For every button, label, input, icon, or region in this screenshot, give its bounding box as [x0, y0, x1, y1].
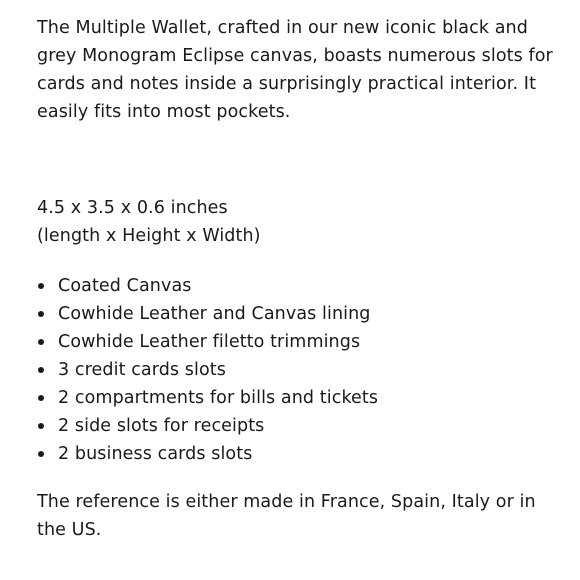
feature-text: 2 compartments for bills and tickets	[58, 388, 379, 408]
feature-text: Cowhide Leather and Canvas lining	[58, 304, 371, 324]
list-item	[37, 384, 378, 412]
product-description: The Multiple Wallet, crafted in our new iconic black and grey Monogram Eclipse canvas, boasts numerous slots for cards and notes inside a surprisingly practical interior. It easily fits into most pockets.	[37, 18, 553, 122]
list-item	[37, 356, 378, 384]
product-dimensions	[37, 194, 261, 250]
dimensions-size: 4.5 x 3.5 x 0.6 inches	[37, 198, 228, 218]
bullet-icon	[38, 451, 44, 457]
dimensions-axes: (length x Height x Width)	[37, 226, 261, 246]
feature-text: Cowhide Leather filetto trimmings	[58, 332, 361, 352]
bullet-icon	[38, 395, 44, 401]
feature-text: 3 credit cards slots	[58, 360, 226, 380]
list-item	[37, 328, 378, 356]
list-item	[37, 272, 378, 300]
product-details	[37, 14, 557, 540]
feature-text: 2 business cards slots	[58, 444, 253, 464]
list-item	[37, 300, 378, 328]
bullet-icon	[38, 339, 44, 345]
list-item	[37, 440, 378, 468]
bullet-icon	[38, 311, 44, 317]
bullet-icon	[38, 423, 44, 429]
bullet-icon	[38, 283, 44, 289]
feature-text: Coated Canvas	[58, 276, 192, 296]
feature-list	[37, 272, 378, 468]
list-item	[37, 412, 378, 440]
bullet-icon	[38, 367, 44, 373]
feature-text: 2 side slots for receipts	[58, 416, 265, 436]
manufacturing-origin: The reference is either made in France, Spain, Italy or in the US.	[37, 492, 536, 540]
